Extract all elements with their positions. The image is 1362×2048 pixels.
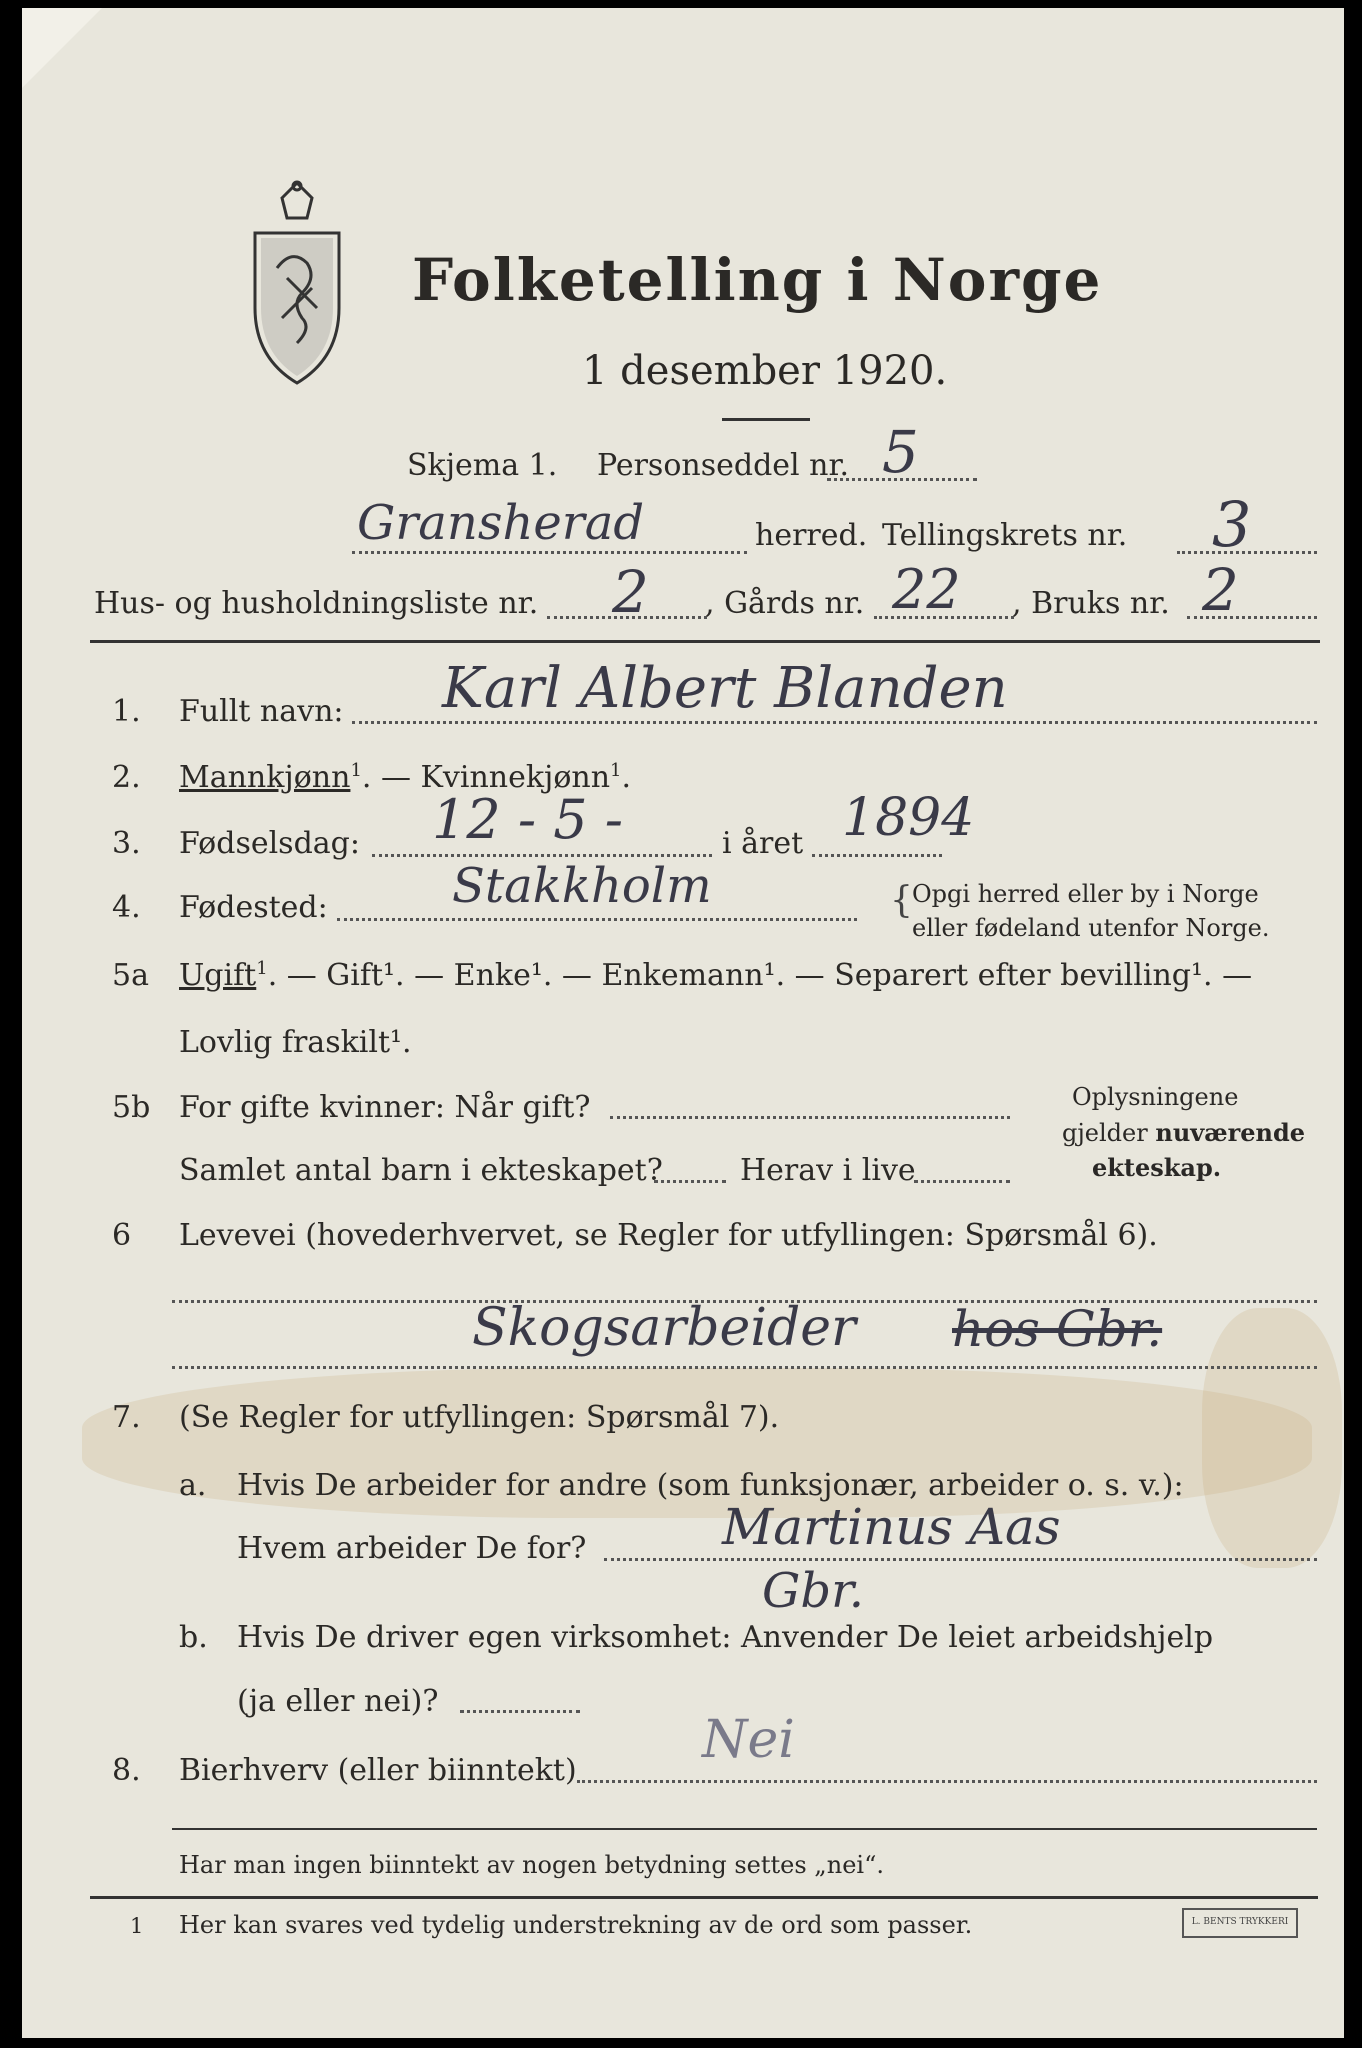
- q8-number: 8.: [112, 1753, 141, 1788]
- q5a-ugift-option: Ugift: [179, 958, 257, 993]
- q5a-number: 5a: [112, 958, 149, 993]
- q7b-line: [460, 1710, 580, 1713]
- tellingskrets-value: 3: [1212, 488, 1252, 561]
- q3-year-line: [812, 854, 942, 857]
- q2-male-option: Mannkjønn: [179, 760, 351, 795]
- q7b-label2: (ja eller nei)?: [237, 1684, 439, 1719]
- herred-label: herred.: [755, 518, 868, 553]
- footnote-divider: [90, 1896, 1318, 1899]
- q7-label: (Se Regler for utfyllingen: Spørsmål 7).: [179, 1400, 780, 1435]
- q6-line2: [172, 1366, 1317, 1369]
- q6-struck-value: hos Gbr.: [952, 1300, 1163, 1358]
- q5b-alive-line: [914, 1180, 1010, 1183]
- q6-number: 6: [112, 1218, 132, 1253]
- q7b-label1: Hvis De driver egen virksomhet: Anvender De leiet arbeidshjelp: [237, 1620, 1214, 1655]
- hus-label: Hus- og husholdningsliste nr.: [94, 586, 539, 621]
- q5b-label1: For gifte kvinner: Når gift?: [179, 1090, 591, 1125]
- herred-line: [352, 551, 747, 554]
- q4-value: Stakkholm: [452, 858, 712, 914]
- q5a-line2: Lovlig fraskilt¹.: [179, 1025, 412, 1060]
- q6-label: Levevei (hovederhvervet, se Regler for utfyllingen: Spørsmål 6).: [179, 1218, 1158, 1253]
- q3-number: 3.: [112, 826, 141, 861]
- q1-number: 1.: [112, 694, 141, 729]
- water-stain-edge: [1202, 1308, 1342, 1568]
- q4-note-line1: Opgi herred eller by i Norge: [912, 880, 1259, 908]
- herred-value: Gransherad: [357, 495, 645, 551]
- folded-corner: [22, 8, 102, 88]
- q1-label: Fullt navn:: [179, 694, 344, 729]
- q7a-letter: a.: [179, 1468, 207, 1503]
- census-form-sheet: [22, 8, 1344, 2038]
- q3-year-value: 1894: [842, 788, 975, 848]
- q8-value: Nei: [702, 1710, 795, 1770]
- tellingskrets-label: Tellingskrets nr.: [882, 518, 1128, 553]
- q1-line: [352, 721, 1317, 724]
- q5a-line1: [179, 958, 1252, 993]
- q2-female-footnote-mark: 1: [610, 760, 622, 781]
- personseddel-value: 5: [882, 418, 919, 486]
- q3-label: Fødselsdag:: [179, 826, 360, 861]
- q7a-label2: Hvem arbeider De for?: [237, 1531, 587, 1566]
- q5b-married-line: [610, 1116, 1010, 1119]
- q4-note-brace: {: [890, 880, 913, 921]
- hus-value: 2: [612, 558, 649, 626]
- q5a-line1-rest: . — Gift¹. — Enke¹. — Enkemann¹. — Separert efter bevilling¹. —: [267, 958, 1253, 993]
- bruks-value: 2: [1202, 556, 1239, 624]
- q2-male-footnote-mark: 1: [350, 760, 362, 781]
- q3-line: [372, 854, 712, 857]
- footnote-number: 1: [130, 1914, 144, 1938]
- bruks-label: , Bruks nr.: [1012, 586, 1170, 621]
- q5b-note-line2: [1062, 1118, 1305, 1147]
- q2-rest: . — Kvinnekjønn: [361, 760, 611, 795]
- q5b-note-line3: ekteskap.: [1092, 1153, 1222, 1182]
- census-date: 1 desember 1920.: [582, 348, 948, 394]
- q7b-letter: b.: [179, 1620, 208, 1655]
- q5b-children-line: [654, 1180, 726, 1183]
- form-title: Folketelling i Norge: [412, 246, 1103, 314]
- q8-line: [577, 1780, 1317, 1783]
- q7a-value-line2: Gbr.: [762, 1563, 864, 1619]
- printer-stamp: L. BENTS TRYKKERI: [1182, 1908, 1298, 1938]
- q7a-value-line1: Martinus Aas: [722, 1498, 1061, 1556]
- q2-number: 2.: [112, 760, 141, 795]
- footer-note: Har man ingen biinntekt av nogen betydning settes „nei“.: [179, 1851, 884, 1879]
- title-divider: [722, 418, 810, 421]
- q5b-number: 5b: [112, 1090, 151, 1125]
- q5b-note-current: nuværende: [1155, 1118, 1306, 1147]
- header-divider: [90, 640, 1320, 643]
- q2-label: Mannkjønn$^1$. — Kvinnekjønn$^1$.: [179, 760, 632, 795]
- q3-value: 12 - 5 -: [432, 788, 624, 851]
- footer-divider: [172, 1828, 1317, 1830]
- footnote-text: Her kan svares ved tydelig understrekning av de ord som passer.: [179, 1911, 973, 1939]
- q4-note-line2: eller fødeland utenfor Norge.: [912, 914, 1270, 942]
- q5b-note-gjelder: gjelder: [1062, 1119, 1148, 1147]
- q5b-label3: Herav i live: [740, 1153, 916, 1188]
- q3-year-label: i året: [722, 826, 804, 861]
- coat-of-arms-icon: [247, 178, 347, 388]
- q7-number: 7.: [112, 1400, 141, 1435]
- q7a-line: [604, 1558, 1317, 1561]
- gards-value: 22: [892, 558, 961, 621]
- q8-label: Bierhverv (eller biinntekt): [179, 1753, 577, 1788]
- q4-line: [337, 918, 857, 921]
- q6-value: Skogsarbeider: [472, 1298, 856, 1358]
- q7a-label1: Hvis De arbeider for andre (som funksjonær, arbeider o. s. v.):: [237, 1468, 1184, 1503]
- skjema-label: Skjema 1.: [407, 448, 558, 483]
- q1-value: Karl Albert Blanden: [442, 656, 1008, 721]
- q5b-label2: Samlet antal barn i ekteskapet?: [179, 1153, 663, 1188]
- q5a-ugift-footnote-mark: 1: [256, 958, 268, 979]
- gards-label: , Gårds nr.: [705, 586, 865, 621]
- q4-label: Fødested:: [179, 890, 328, 925]
- personseddel-label: Personseddel nr.: [597, 448, 850, 483]
- q4-number: 4.: [112, 890, 141, 925]
- q5b-note-line1: Oplysningene: [1072, 1083, 1239, 1111]
